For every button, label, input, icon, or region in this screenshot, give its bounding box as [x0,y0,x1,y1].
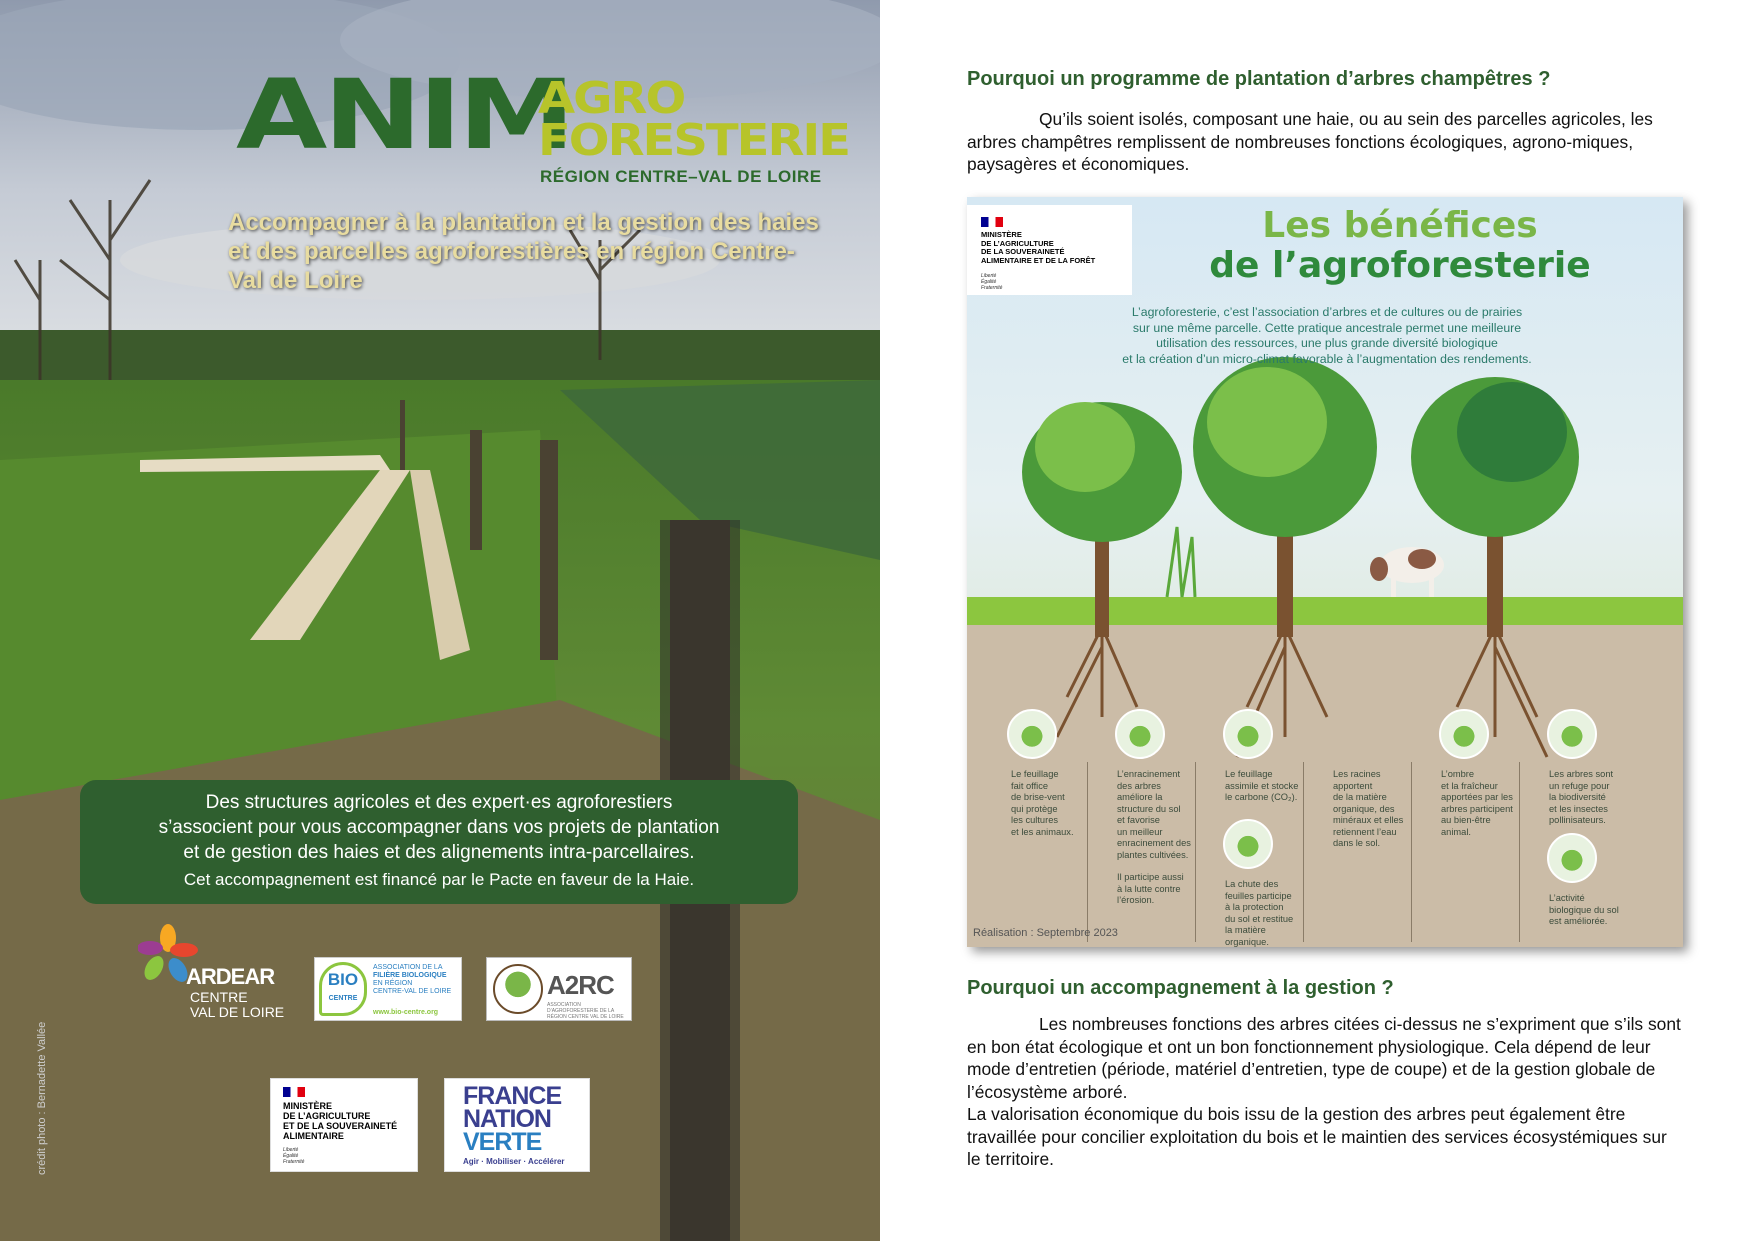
partnership-box [80,780,798,904]
ministere-line: ALIMENTAIRE [283,1131,344,1141]
benefit-line: et la fraîcheur [1441,780,1498,791]
benefit-line: arbres participent [1441,803,1513,814]
ministere-motto [283,1147,304,1165]
bio-text-line: ASSOCIATION DE LA [373,964,443,971]
benefit-line: Le feuillage [1011,769,1059,779]
logo-foresterie: FORESTERIE [538,115,850,166]
benefit-line: améliore la [1117,792,1163,802]
bio-centre-logo [314,957,462,1021]
benefit-line: structure du sol [1117,803,1181,814]
motto-line: Fraternité [981,285,1003,291]
benefit-line: biologique du sol [1549,904,1619,915]
benefit-windbreak [1011,769,1091,838]
benefit-line: de brise-vent [1011,792,1065,802]
benefit-line: un meilleur [1117,826,1163,837]
benefit-line: et les animaux. [1011,826,1074,837]
a2rc-tree-icon [493,964,543,1014]
intro-line: sur une même parcelle. Cette pratique ancestrale permet une meilleure [1132,320,1522,335]
bio-text-line: CENTRE-VAL DE LOIRE [373,988,452,995]
benefit-root-organic [1333,769,1419,850]
intro-line: utilisation des ressources, une plus grande diversité biologique [1156,336,1498,350]
a2rc-subtitle: ASSOCIATION D’AGROFORESTERIE DE LA RÉGION CENTRE VAL DE LOIRE [547,1002,624,1020]
benefit-line: Les racines [1333,769,1381,779]
benefit-line: assimile et stocke [1225,780,1299,791]
partnership-line: s’associent pour vous accompagner dans vos projets de plantation [158,817,720,838]
french-flag-icon [283,1087,305,1097]
benefit-line: La chute des [1225,879,1279,889]
a2rc-logo [486,957,632,1021]
infographic-title-line1: Les bénéfices [1262,205,1538,246]
fnv-title-line: FRANCE [463,1082,562,1110]
paragraph-gestion-text: Les nombreuses fonctions des arbres citées ci-dessus ne s’expriment que s’ils sont en bon état écologique et ont un bon fonctionnement physiologique. Cela dépend de leur mode d’entretien (période, matériel d’entretien, type de coupe) et de la gestion globale de l’écosystème arboré. [967,1014,1681,1102]
ministere-line: DE L’AGRICULTURE [283,1111,371,1121]
benefit-line: à la protection [1225,902,1284,912]
benefit-line: des arbres [1117,780,1161,791]
benefit-line: l’érosion. [1117,895,1155,905]
ministere-line: ALIMENTAIRE ET DE LA FORÊT [981,255,1096,265]
benefit-line: L’ombre [1441,769,1475,779]
heading-gestion: Pourquoi un accompagnement à la gestion ? [967,977,1394,999]
benefit-line: organique, des [1333,803,1395,814]
benefit-line: apportent [1333,780,1373,791]
cover-subtitle: Accompagner à la plantation et la gestion des haies et des parcelles agroforestières en région Centre-Val de Loire [228,209,819,294]
bio-centre-text [373,964,461,996]
intro-line: L’agroforesterie, c’est l’association d’arbres et de cultures ou de prairies [1131,305,1523,319]
benefit-line: dans le sol. [1333,838,1381,848]
bio-mark-sub: CENTRE [328,995,358,1002]
fnv-title-line: VERTE [463,1128,542,1156]
benefit-line: un refuge pour [1549,780,1610,791]
photo-credit: crédit photo : Bernadette Vallée [36,1021,48,1175]
benefit-line: à la lutte contre [1117,883,1181,894]
benefit-leaf-fall [1225,879,1311,947]
fnv-title-line: NATION [463,1105,551,1133]
benefit-line: enracinement des [1117,838,1191,848]
ministere-logo [270,1078,418,1172]
benefit-line: de la matière [1333,792,1387,802]
benefit-line: L’enracinement [1117,769,1181,779]
logo-agro: AGRO [538,73,685,124]
a2rc-name: A2RC [547,970,614,1000]
benefit-line: Les arbres sont [1549,769,1614,779]
motto-line: Liberté [283,1147,299,1153]
benefit-line: minéraux et elles [1333,815,1404,825]
benefit-line: est améliorée. [1549,916,1608,926]
ardear-subtitle-line: VAL DE LOIRE [190,1004,285,1020]
motto-line: Égalité [981,279,997,285]
ministere-line: DE LA SOUVERAINETÉ [981,247,1065,256]
benefit-line: Il participe aussi [1117,872,1184,882]
bio-mark-text: BIO [327,970,359,989]
motto-line: Égalité [283,1153,299,1159]
benefit-spacer [1117,861,1203,872]
bio-centre-mark [319,962,367,1016]
logo-anim: ANIM [236,57,572,171]
soil-worm-icon [1547,833,1597,883]
ministere-line: ET DE LA SOUVERAINETÉ [283,1121,398,1131]
fnv-slogan: Agir · Mobiliser · Accélérer [463,1157,565,1166]
benefit-line: au bien-être [1441,815,1491,825]
paragraph-plantation-text: Qu’ils soient isolés, composant une haie, ou au sein des parcelles agricoles, les arbres champêtres remplissent de nombreuses fonctions écologiques, agrono-miques, paysagères et économiques. [967,109,1653,174]
benefit-line: du sol et restitue [1225,913,1294,924]
roots-icon [1115,709,1165,759]
bird-icon [1547,709,1597,759]
benefit-line: la biodiversité [1549,792,1606,802]
fnv-title [463,1082,562,1156]
funding-note: Cet accompagnement est financé par le Pacte en faveur de la Haie. [183,870,695,889]
benefit-biodiversity [1549,769,1639,827]
shade-cow-icon [1439,709,1489,759]
benefit-line: le carbone (CO₂). [1225,792,1298,802]
partnership-line: Des structures agricoles et des expert·es agroforestiers [205,792,673,813]
ministere-line: DE L’AGRICULTURE [981,238,1054,248]
benefit-line: feuilles participe [1225,890,1292,901]
benefit-line: fait office [1011,780,1049,791]
windbreak-icon [1007,709,1057,759]
ministere-line: MINISTÈRE [981,230,1022,239]
logo-region: RÉGION CENTRE–VAL DE LOIRE [540,167,822,186]
bio-text-line: FILIÈRE BIOLOGIQUE [373,972,447,979]
france-nation-verte-logo [444,1078,590,1172]
infographic-title-line2: de l’agroforesterie [1209,245,1591,286]
benefit-carbon [1225,769,1311,804]
motto-line: Fraternité [283,1159,305,1165]
ministere-line: MINISTÈRE [283,1101,333,1111]
partnership-line: et de gestion des haies et des alignements intra-parcellaires. [183,842,695,863]
benefit-line: apportées par les [1441,792,1513,802]
paragraph-plantation [967,108,1683,176]
benefit-line: pollinisateurs. [1549,815,1606,825]
benefit-line: et les insectes [1549,803,1608,814]
benefit-line: qui protège [1011,803,1058,814]
ardear-logo [138,924,288,1024]
benefit-line: retiennent l’eau [1333,826,1397,837]
bio-centre-url: www.bio-centre.org [373,1009,439,1016]
benefit-line: animal. [1441,826,1471,837]
paragraph-gestion [967,1013,1683,1171]
benefit-line: la matière [1225,925,1266,935]
benefit-line: Le feuillage [1225,769,1273,779]
infographic-intro [1047,305,1607,367]
falling-leaves-icon [1223,819,1273,869]
infographic-date: Réalisation : Septembre 2023 [973,927,1118,939]
heading-plantation: Pourquoi un programme de plantation d’arbres champêtres ? [967,68,1551,90]
motto-line: Liberté [981,273,997,279]
benefit-line: et favorise [1117,815,1160,825]
ministere-name [283,1101,397,1141]
benefit-line: plantes cultivées. [1117,849,1189,860]
ardear-name: ARDEAR [186,964,275,989]
benefit-shade [1441,769,1527,838]
bio-text-line: EN RÉGION [373,980,413,987]
benefit-soil-activity [1549,893,1639,928]
carbon-leaf-icon [1223,709,1273,759]
benefit-roots [1117,769,1203,907]
ardear-subtitle [190,990,284,1020]
benefit-line: L’activité [1549,893,1585,903]
infographic-benefices [967,197,1683,947]
benefit-line: les cultures [1011,815,1059,825]
ardear-subtitle-line: CENTRE [190,989,248,1005]
paragraph-valorisation-text: La valorisation économique du bois issu de la gestion des arbres peut également être travaillée pour concilier exploitation du bois et le maintien des services écosystémiques sur le territoire. [967,1104,1667,1169]
benefit-line: organique. [1225,936,1269,947]
intro-line: et la création d’un micro-climat favorable à l’augmentation des rendements. [1122,351,1532,366]
